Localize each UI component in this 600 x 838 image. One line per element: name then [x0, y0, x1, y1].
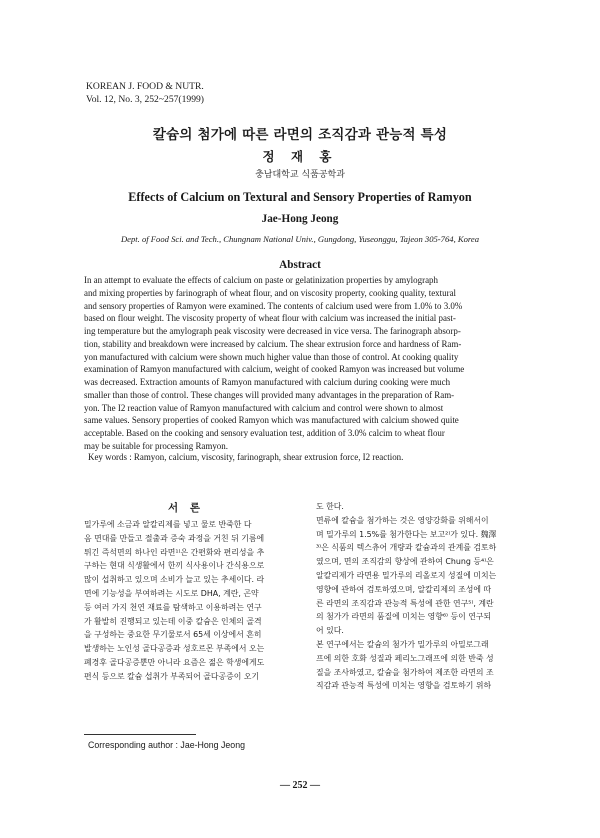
paragraph-line: 도 한다. — [316, 502, 344, 511]
korean-author: 정 재 홍 — [262, 149, 338, 164]
paragraph-line: 른 라면의 조직감과 관능적 특성에 관한 연구⁵⁾, 계란 — [316, 598, 494, 608]
paragraph-line: 직감과 관능적 특성에 미치는 영향을 검토하기 위하 — [316, 681, 492, 691]
paragraph-line: 등 여러 가지 천연 재료를 탐색하고 이용하려는 연구 — [84, 602, 262, 612]
paragraph-line: 영향에 관하여 검토하였으며, 알칼리제의 조성에 따 — [316, 584, 492, 594]
paragraph-line: 편식 등으로 칼슘 섭취가 부족되어 골다공증이 오기 — [84, 671, 260, 681]
abstract-line: acceptable. Based on the cooking and sensory evaluation test, addition of 3.0% calcim to wheat flour — [84, 428, 445, 438]
english-title: Effects of Calcium on Textural and Sensory Properties of Ramyon — [128, 190, 472, 204]
abstract-line: yon. The I2 reaction value of Ramyon manufactured with calcium and control were shown to almost — [84, 402, 444, 413]
paragraph-line: 튀긴 즉석면의 하나인 라면¹⁾은 간편화와 편리성을 추 — [84, 547, 265, 557]
abstract-line: based on flour weight. The viscosity property of wheat flour with calcium was increased the initial past- — [84, 313, 456, 324]
paragraph-line: 의 첨가가 라면의 품질에 미치는 영향⁶⁾ 등이 연구되 — [316, 612, 492, 622]
english-author: Jae-Hong Jeong — [261, 213, 339, 225]
abstract-line: was decreased. Extraction amounts of Ramyon manufactured with calcium during cooking were much — [84, 377, 451, 387]
korean-title: 칼슘의 첨가에 따른 라면의 조직감과 관능적 특성 — [152, 127, 448, 143]
paragraph-line: 질을 조사하였고, 칼슘을 첨가하여 제조한 라면의 조 — [316, 667, 494, 677]
paragraph-line: 가 활발히 진행되고 있는데 이중 칼슘은 인체의 골격 — [84, 616, 262, 626]
abstract-body — [84, 274, 516, 453]
paragraph-line: 밀가루에 소금과 알칼리제를 넣고 물로 반죽한 다 — [84, 520, 252, 529]
paragraph-line: ³⁾은 식품의 텍스츄어 개량과 칼슘과의 관계를 검토하 — [316, 543, 497, 553]
journal-volume: Vol. 12, No. 3, 252~257(1999) — [86, 94, 205, 105]
korean-affiliation: 충남대학교 식품공학과 — [255, 170, 345, 180]
paragraph-line: 알칼리제가 라면용 밀가루의 리올로지 성질에 미치는 — [316, 570, 497, 580]
abstract-line: yon manufactured with calcium were shown much higher value than those of control. At cooking quality — [84, 351, 459, 362]
paragraph-line: 며 밀가루의 1.5%를 첨가한다는 보고²⁾가 있다. 魏澤 — [316, 529, 497, 539]
abstract-line: and sensory properties of Ramyon were examined. The contents of calcium used were from 1.0% to 3.0% — [84, 300, 463, 311]
abstract-line: may be suitable for processing Ramyon. — [84, 440, 228, 451]
paragraph-line: 발생하는 노인성 골다공증과 성호르몬 부족에서 오는 — [84, 644, 265, 654]
paragraph-line: 을 구성하는 중요한 무기물로서 65세 이상에서 흔히 — [84, 630, 262, 640]
page-number: — 252 — — [280, 780, 320, 791]
corresponding-author-note: Corresponding author : Jae-Hong Jeong — [88, 740, 245, 750]
journal-name: KOREAN J. FOOD & NUTR. — [86, 81, 204, 92]
abstract-line: smaller than those of control. These changes will provided many advantages in the preparation of Ram- — [84, 389, 455, 400]
paragraph-line: 본 연구에서는 칼슘의 첨가가 밀가루의 아밀로그래 — [316, 639, 489, 649]
english-affiliation: Dept. of Food Sci. and Tech., Chungnam National Univ., Gungdong, Yuseonggu, Tajeon 305-764, Korea — [120, 234, 480, 244]
abstract-line: ing temperature but the amylograph peak viscosity were decreased in vice versa. The farinograph absorp- — [84, 326, 461, 336]
left-column-text — [84, 518, 296, 684]
abstract-line: and mixing properties by farinograph of wheat flour, and on viscosity property, cooking quality, textural — [84, 287, 457, 298]
footnote-divider — [84, 734, 196, 735]
abstract-line: same values. Sensory properties of cooked Ramyon which was manufactured with calcium showed quite — [84, 415, 459, 426]
paragraph-line: 였으며, 면의 조직감의 향상에 관하여 Chung 등⁴⁾은 — [316, 557, 494, 567]
paragraph-line: 구하는 현대 식생활에서 한끼 식사용이나 간식용으로 — [84, 561, 265, 571]
section-heading-introduction: 서 론 — [168, 502, 204, 514]
right-column-text — [316, 500, 526, 693]
paragraph-line: 폐경후 골다공증뿐만 아니라 요즘은 젊은 학생에게도 — [84, 657, 265, 667]
paragraph-line: 면류에 칼슘을 첨가하는 것은 영양강화를 위해서이 — [316, 515, 489, 525]
journal-header — [86, 80, 204, 106]
abstract-line: examination of Ramyon manufactured with calcium, weight of cooked Ramyon was increased but volume — [84, 364, 465, 375]
abstract-line: tion, stability and breakdown were increased by calcium. The shear extrusion force and hardness of Ram- — [84, 338, 462, 349]
abstract-heading: Abstract — [279, 259, 321, 271]
abstract-line: In an attempt to evaluate the effects of calcium on paste or gelatinization properties by amylograph — [84, 275, 438, 285]
paragraph-line: 면에 기능성을 부여하려는 시도로 DHA, 계란, 곤약 — [84, 588, 259, 598]
paragraph-line: 어 있다. — [316, 626, 344, 636]
paragraph-line: 음 면대를 만들고 절출과 증숙 과정을 거친 뒤 기름에 — [84, 533, 265, 543]
keywords: Key words : Ramyon, calcium, viscosity, farinograph, shear extrusion force, I2 reaction. — [88, 452, 404, 462]
paragraph-line: 프에 의한 호화 성질과 페리노그래프에 의한 반죽 성 — [316, 653, 494, 663]
paragraph-line: 많이 섭취하고 있으며 소비가 늘고 있는 추세이다. 라 — [84, 575, 265, 585]
